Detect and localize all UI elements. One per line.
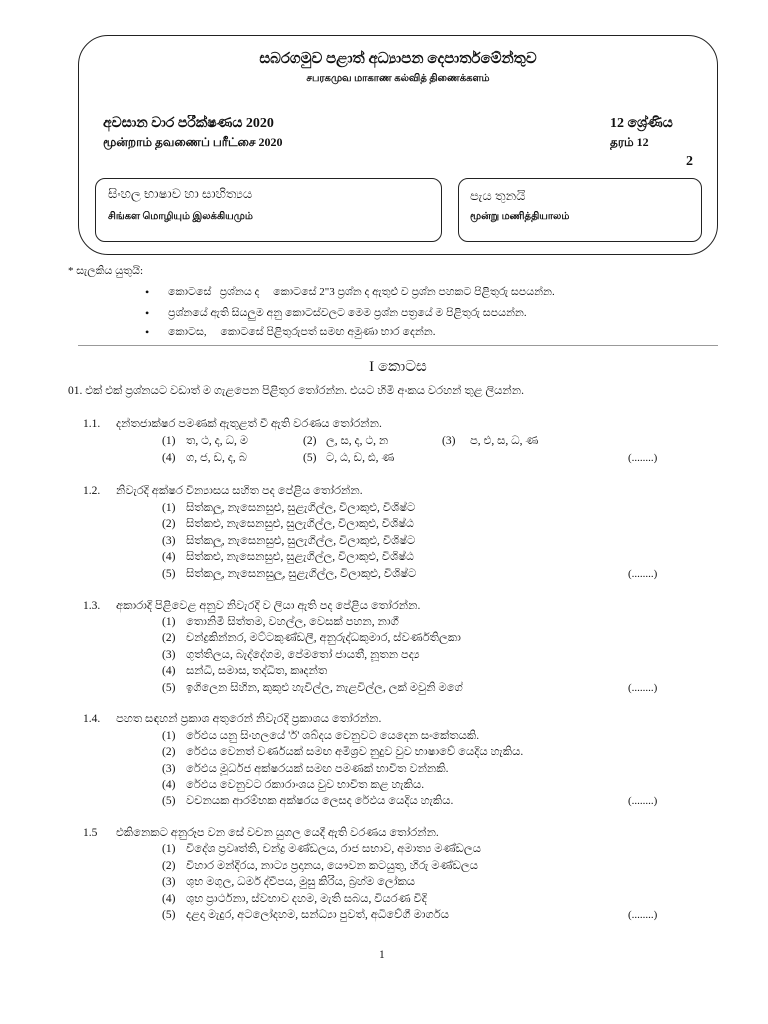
option-text: රේඵය මූර්ධජ අක්ෂරයක් සමඟ පමණක් භාවිත වන්නකි. — [186, 763, 449, 775]
section-title: I කොටස — [369, 359, 427, 375]
grade-sinhala: 12 ශ්‍රේණිය — [610, 116, 673, 131]
option-number: (3) — [162, 763, 176, 775]
option-text: ගුත්තිලය, බැද්දේගම, පේමතෝ ජායතී, නූතන පද්‍ය — [186, 649, 420, 661]
question-number: 1.3. — [83, 600, 101, 612]
option-text: තොනිමී සිත්තම, වහල්ල, වෙසක් පහන, නාගී — [186, 616, 399, 628]
option-text: විහාර මන්දිරය, නාට්‍ය ප්‍රදානය, යෞවන කටයුතු, හිරු මණ්ඩලය — [186, 860, 478, 872]
option-text: සිත්කළු, නැසෙනසුළු, සුලැගිල්ල, විලාකුළු, විශිෂ්ඨ — [186, 518, 414, 530]
instruction: 01. එක් එක් ප්‍රශ්නයට වඩාත් ම ගැළපෙන පිළිතුර තෝරන්න. එයට හිමි අංකය වරහන් තුළ ලියන්න. — [68, 385, 524, 397]
option-number: (5) — [303, 452, 317, 464]
department-title-tamil: சபரகமுவ மாகாண கல்வித் திணைக்களம் — [306, 73, 490, 84]
grade-tamil: தரம் 12 — [610, 135, 649, 149]
question-text: පහත සඳහන් ප්‍රකාශ අතුරෙන් නිවැරදි ප්‍රකාශය තෝරන්න. — [116, 713, 382, 725]
question-text: අකාරාදි පිළිවෙළ අනුව නිවැරදි ව ලියා ඇති පද පේළිය තෝරන්න. — [116, 600, 421, 612]
duration-tamil: மூன்று மணித்தியாலம் — [470, 211, 570, 222]
question-number: 1.4. — [83, 713, 101, 725]
option-number: (4) — [162, 665, 176, 677]
option-number: (2) — [303, 435, 317, 447]
option-text: සිත්කලු, නැසෙනසුළු, සුලැගිල්ල, විලාකුළු, විශිෂ්ට — [186, 535, 416, 547]
answer-blank: (........) — [628, 795, 658, 807]
subject-tamil: சிங்கள மொழியும் இலக்கியமும் — [108, 211, 253, 222]
duration-sinhala: පැය තුනයි — [470, 188, 526, 203]
option-number: (1) — [162, 616, 176, 628]
bullet-icon: • — [145, 285, 150, 299]
option-text: චන්ද්‍රකින්නර, මට්ටකුණ්ඩලී, අනුරුද්ධකුමාර, ස්වර්ණතිලකා — [186, 632, 461, 644]
option-number: (1) — [162, 435, 176, 447]
option-text: ට, ඨ, ඩ, ඪ, ණ — [326, 452, 395, 464]
note-item: කොටස, කොටසේ පිළිතුරුපත් සමඟ අමුණා භාර දෙන්න. — [168, 326, 436, 338]
option-text: විදේශ ප්‍රවෘත්ති, චන්ද්‍ර මණ්ඩලය, රාජ සභාව, අමාත්‍ය මණ්ඩලය — [186, 843, 481, 855]
exam-title-tamil: மூன்றாம் தவணைப் பரீட்சை 2020 — [103, 135, 283, 149]
option-text: රේඵය වෙනත් වර්ණයක් සමඟ අමිශ්‍රව නුදුව වුව භාෂාවේ යෙදිය හැකිය. — [186, 746, 524, 758]
option-number: (1) — [162, 502, 176, 514]
question-text: එකිනෙකට අනුරූප වන සේ වචන යුගල යෙදී ඇති වරණය තෝරන්න. — [116, 827, 439, 839]
option-number: (1) — [162, 730, 176, 742]
option-text: වචනයක ආරම්භක අක්ෂරය ලෙසද රේඵය යෙදිය හැකිය. — [186, 795, 454, 807]
bullet-icon: • — [145, 325, 150, 339]
option-text: දළදා මැදුර, අටලෝදහම, සන්ධ්‍යා පුවත්, අධිවේගී මාර්ගය — [186, 909, 449, 921]
option-number: (2) — [162, 632, 176, 644]
question-text: දන්තජාක්ෂර පමණක් ඇතුළත් වී ඇති වරණය තෝරන්න. — [116, 418, 382, 430]
option-number: (2) — [162, 746, 176, 758]
option-text: ශුභ මගුල, ධර්ම ද්වීපය, මුසු කිරිය, බ්‍රහ්ම ලෝකය — [186, 876, 416, 888]
option-text: ග, ජ, ඩ, ද, බ — [186, 452, 247, 464]
option-text: සිත්කලු, නැසෙනසුළු, සුළැගිල්ල, විලාකුළු, විශිෂ්ට — [186, 502, 416, 514]
answer-blank: (........) — [628, 682, 658, 694]
option-number: (3) — [442, 435, 456, 447]
question-number: 1.1. — [83, 418, 101, 430]
exam-title-sinhala: අවසාන වාර පරීක්ෂණය 2020 — [103, 116, 274, 131]
question-text: නිවැරදි අක්ෂර වින්‍යාසය සහිත පද පේළිය තෝරන්න. — [116, 485, 363, 497]
option-number: (5) — [162, 795, 176, 807]
page-number: 1 — [379, 949, 385, 961]
answer-blank: (........) — [628, 568, 658, 580]
option-text: ඉගිලෙන සිහින, කුකුළු හැවිල්ල, නැළවිල්ල, ලක් මවුනි මගේ — [186, 682, 463, 694]
answer-blank: (........) — [628, 909, 658, 921]
notes-title: * සැලකිය යුතුයි: — [68, 265, 144, 277]
paper-number: 2 — [686, 154, 693, 169]
option-number: (3) — [162, 649, 176, 661]
option-text: ල, ස, ද, ථ, න — [326, 435, 389, 447]
option-text: ශුභ ප්‍රාර්ථනා, ස්වභාව දහම, මැති සබය, වියරණ විදි — [186, 893, 427, 905]
option-number: (5) — [162, 568, 176, 580]
department-title-sinhala: සබරගමුව පළාත් අධ්‍යාපන දෙපාර්තමේන්තුව — [259, 51, 537, 67]
option-number: (1) — [162, 843, 176, 855]
question-number: 1.5 — [83, 827, 98, 839]
option-number: (4) — [162, 779, 176, 791]
note-item: ප්‍රශ්නයේ ඇති සියලුම අනු කොටස්වලට මෙම ප්‍රශ්න පත්‍රයේ ම පිළිතුරු සපයන්න. — [168, 307, 527, 319]
option-number: (5) — [162, 909, 176, 921]
option-text: ප, එ, ස, ධ, ණ — [470, 435, 539, 447]
option-text: රේඵය වෙනුවට රකාරාංශය වුව භාවිත කළ හැකිය. — [186, 779, 425, 791]
option-text: සන්ධි, සමාස, තද්ධිත, කෘදන්ත — [186, 665, 328, 677]
subject-sinhala: සිංහල භාෂාව හා සාහිත්‍යය — [108, 186, 253, 201]
option-number: (2) — [162, 518, 176, 530]
question-number: 1.2. — [83, 485, 101, 497]
answer-blank: (........) — [628, 452, 658, 464]
option-number: (3) — [162, 535, 176, 547]
option-text: සිත්කලු, නැසෙනසුලු, සුළැගිල්ල, විලාකුළු, විශිෂ්ට — [186, 568, 417, 580]
option-text: රේඵය යනු සිංහලයේ 'ර්' ශබ්දය වෙනුවට යෙදෙන සංකේතයකි. — [186, 730, 480, 742]
option-text: සිත්කළු, නැසෙනසුළු, සුළැගිල්ල, විලාකුළු, විශිෂ්ඨ — [186, 551, 414, 563]
option-number: (4) — [162, 452, 176, 464]
option-text: ත, ථ, ද, ධ, ම — [186, 435, 249, 447]
option-number: (3) — [162, 876, 176, 888]
note-item: කොටසේ ප්‍රශ්නය ද කොටසේ 2"3 ප්‍රශ්න ද ඇතුළු ව ප්‍රශ්න පහකට පිළිතුරු සපයන්න. — [168, 286, 555, 298]
option-number: (4) — [162, 893, 176, 905]
option-number: (2) — [162, 860, 176, 872]
option-number: (4) — [162, 551, 176, 563]
bullet-icon: • — [145, 306, 150, 320]
divider — [78, 345, 718, 346]
option-number: (5) — [162, 682, 176, 694]
